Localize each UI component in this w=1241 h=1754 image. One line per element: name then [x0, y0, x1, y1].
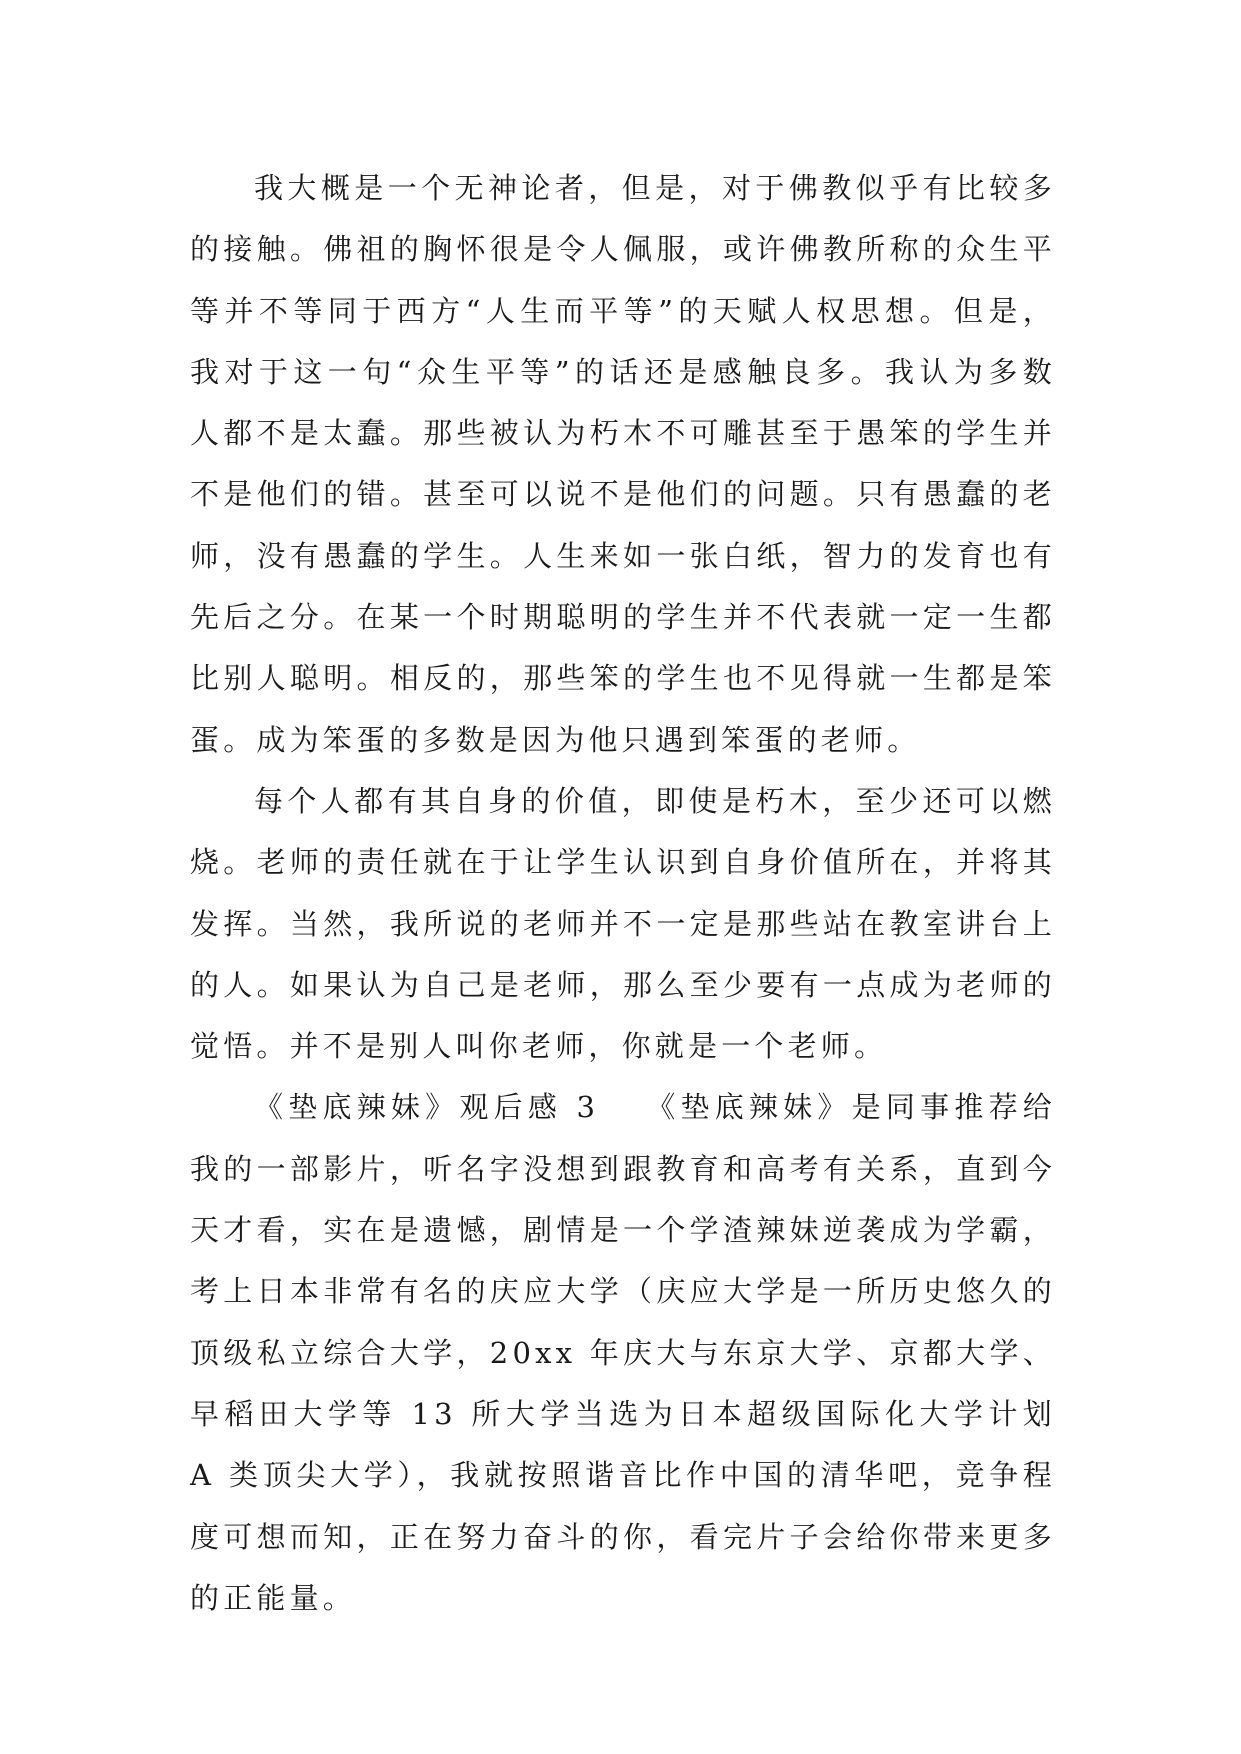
- paragraph-2: 每个人都有其自身的价值，即使是朽木，至少还可以燃烧。老师的责任就在于让学生认识到自身价值所在，并将其发挥。当然，我所说的老师并不一定是那些站在教室讲台上的人。如果认为自己是老师，那么至少要有一点成为老师的觉悟。并不是别人叫你老师，你就是一个老师。: [190, 783, 1056, 1064]
- paragraph-3: [190, 1077, 1056, 1629]
- paragraph-1: 我大概是一个无神论者，但是，对于佛教似乎有比较多的接触。佛祖的胸怀很是令人佩服，或许佛教所称的众生平等并不等同于西方“人生而平等”的天赋人权思想。但是，我对于这一句“众生平等”的话还是感触良多。我认为多数人都不是太蠢。那些被认为朽木不可雕甚至于愚笨的学生并不是他们的错。甚至可以说不是他们的问题。只有愚蠢的老师，没有愚蠢的学生。人生来如一张白纸，智力的发育也有先后之分。在某一个时期聪明的学生并不代表就一定一生都比别人聪明。相反的，那些笨的学生也不见得就一生都是笨蛋。成为笨蛋的多数是因为他只遇到笨蛋的老师。: [190, 171, 1056, 757]
- review-heading: 《垫底辣妹》观后感 3: [254, 1090, 600, 1125]
- paragraph-3-body: 《垫底辣妹》是同事推荐给我的一部影片，听名字没想到跟教育和高考有关系，直到今天才看，实在是遗憾，剧情是一个学渣辣妹逆袭成为学霸，考上日本非常有名的庆应大学（庆应大学是一所历史悠久的顶级私立综合大学，20xx 年庆大与东京大学、京都大学、早稻田大学等 13 所大学当选为日本超级国际化大学计划 A 类顶尖大学），我就按照谐音比作中国的清华吧，竞争程度可想而知，正在努力奋斗的你，看完片子会给你带来更多的正能量。: [190, 1090, 1056, 1615]
- article-body: [190, 158, 1056, 1629]
